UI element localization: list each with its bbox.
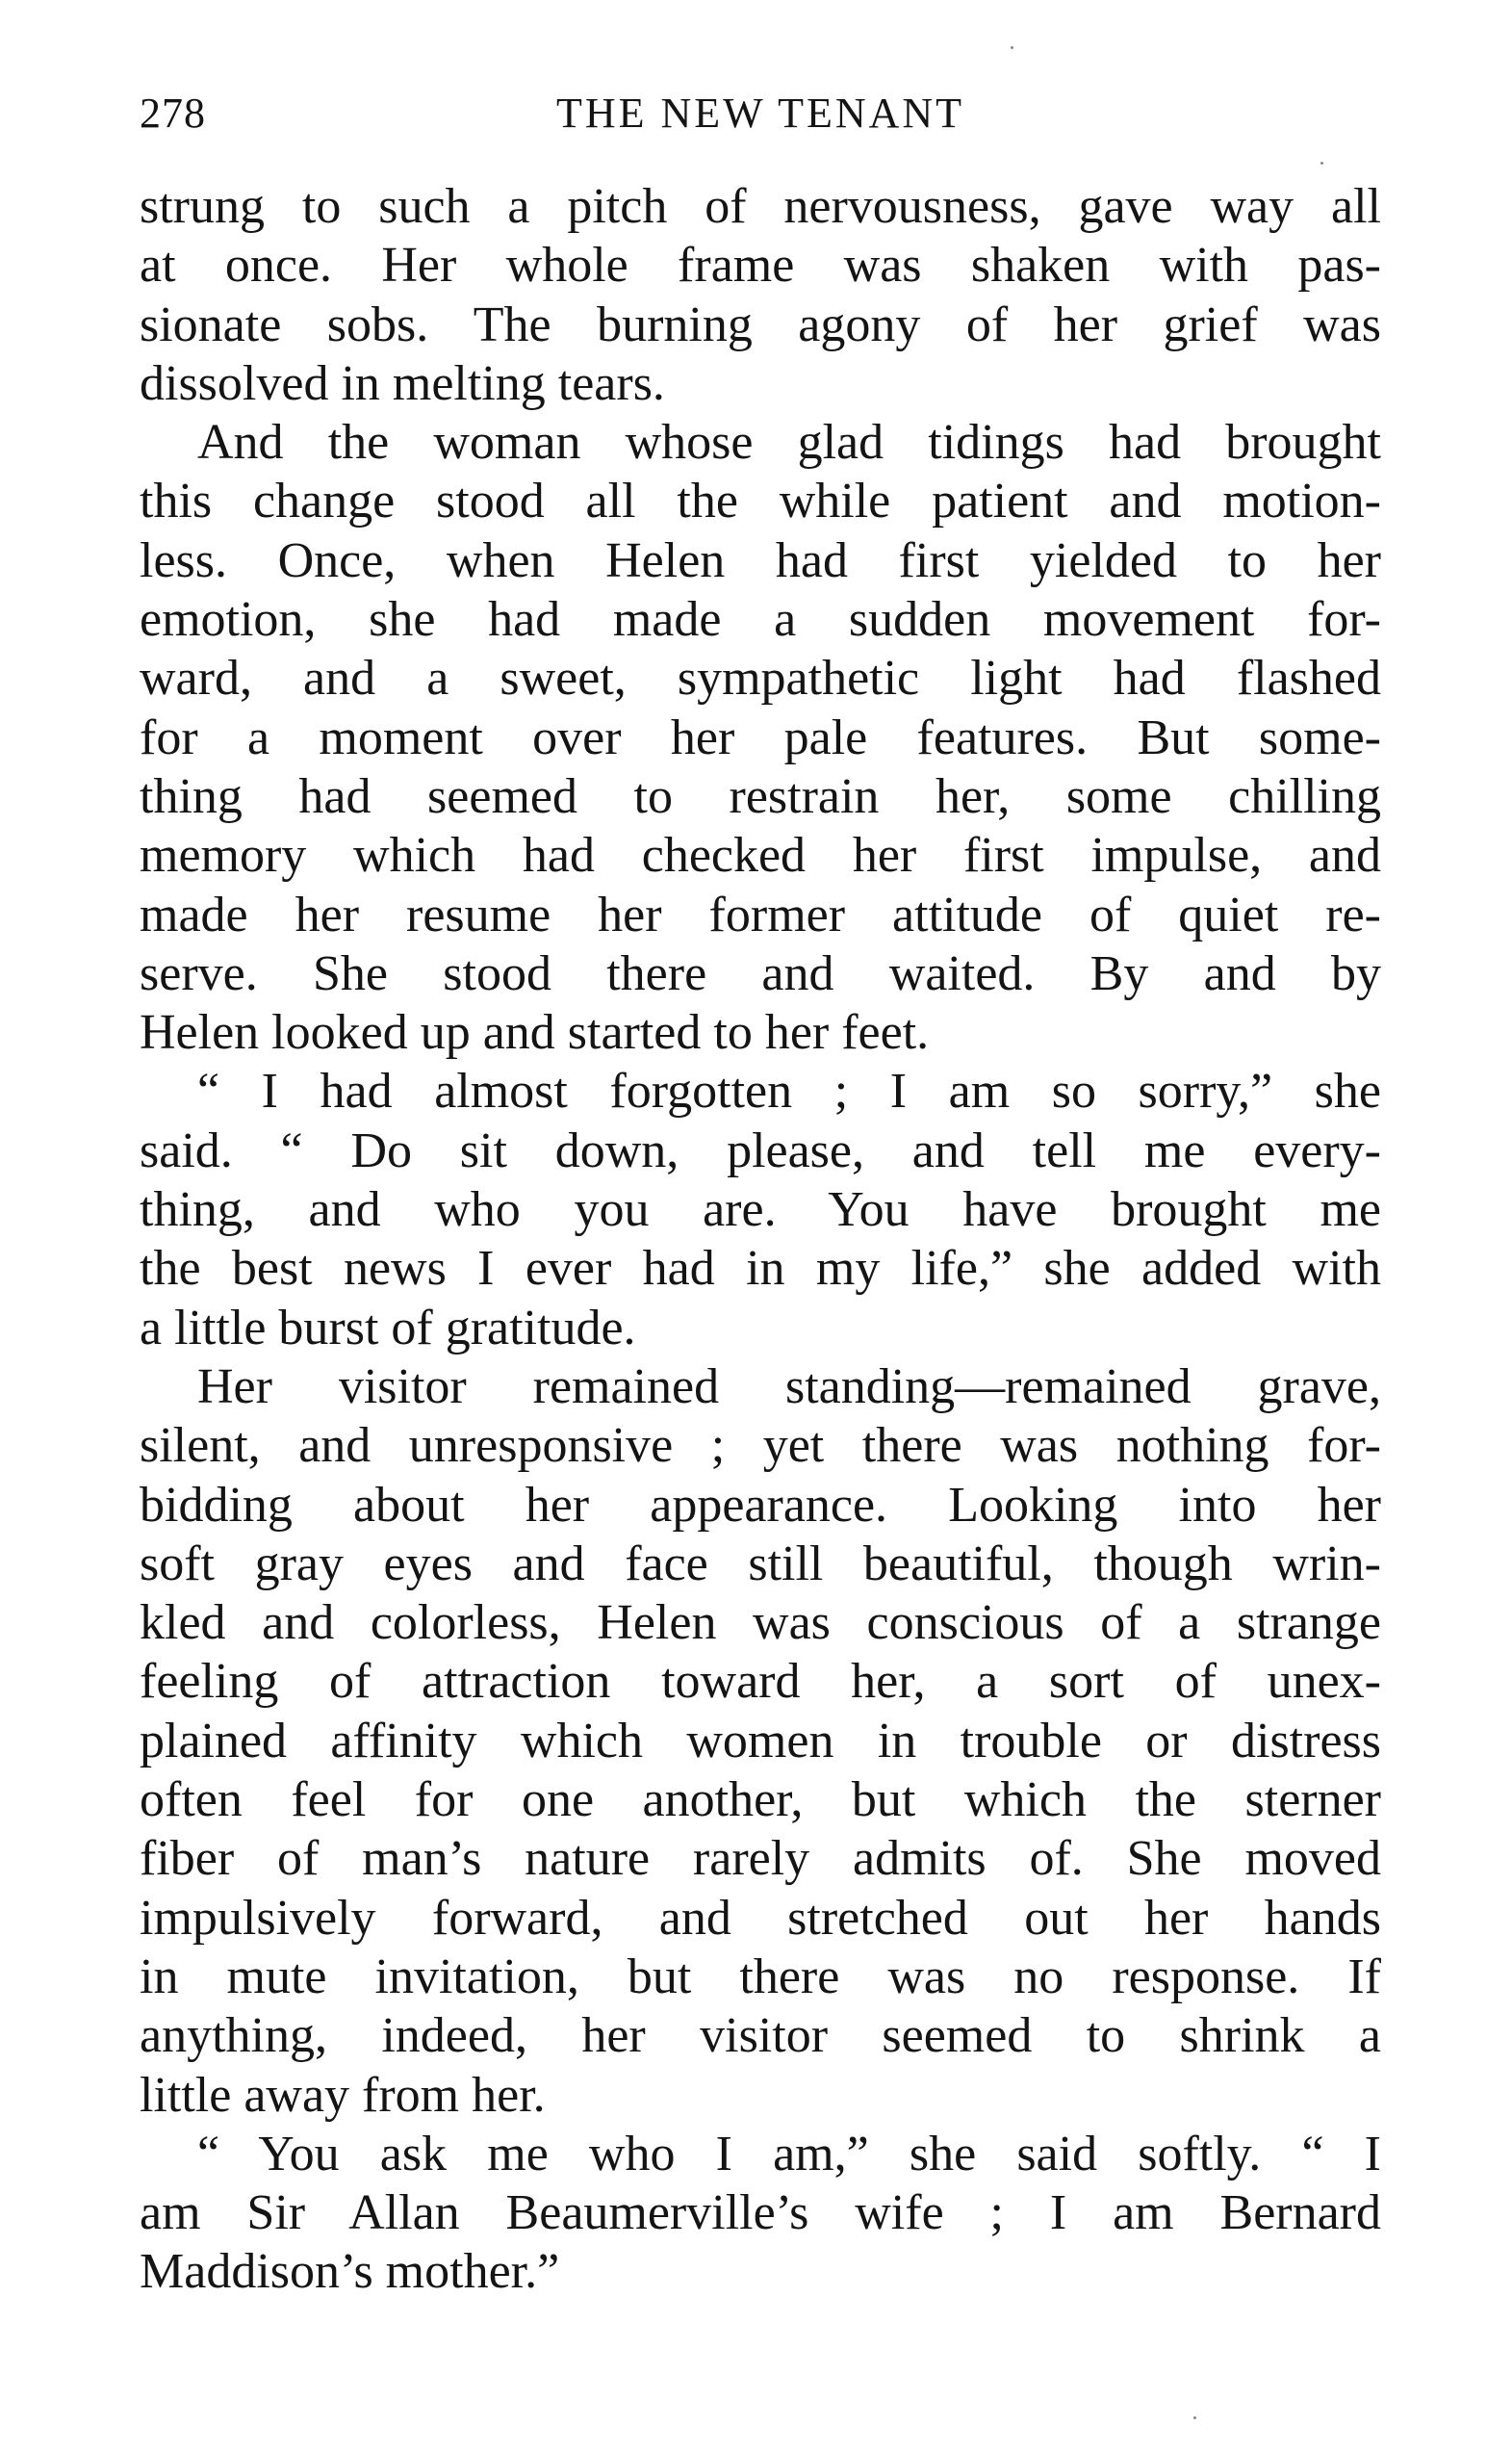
paper-speck xyxy=(1193,2416,1196,2419)
text-line: memory which had checked her first impulse, and xyxy=(140,828,1381,884)
text-line: plained affinity which women in trouble or distress xyxy=(140,1713,1381,1768)
body-text xyxy=(140,177,1381,2302)
text-line: for a moment over her pale features. But some- xyxy=(140,710,1381,765)
text-line: fiber of man’s nature rarely admits of. She moved xyxy=(140,1831,1381,1887)
text-line: “ I had almost forgotten ; I am so sorry,” she xyxy=(197,1064,1381,1120)
text-line: “ You ask me who I am,” she said softly. “ I xyxy=(197,2126,1381,2181)
text-line: emotion, she had made a sudden movement for- xyxy=(140,592,1381,648)
text-line: less. Once, when Helen had first yielded to her xyxy=(140,532,1381,588)
text-line: said. “ Do sit down, please, and tell me every- xyxy=(140,1123,1381,1178)
text-line: Maddison’s mother.” xyxy=(140,2244,560,2300)
text-line: feeling of attraction toward her, a sort of unex- xyxy=(140,1654,1381,1710)
page-number: 278 xyxy=(140,90,206,137)
text-line: Her visitor remained standing—remained grave, xyxy=(197,1358,1381,1414)
text-line: a little burst of gratitude. xyxy=(140,1300,636,1355)
text-line: soft gray eyes and face still beautiful, though wrin- xyxy=(140,1536,1381,1591)
paper-speck xyxy=(1320,162,1323,165)
text-line: Helen looked up and started to her feet. xyxy=(140,1005,930,1061)
text-line: at once. Her whole frame was shaken with pas- xyxy=(140,238,1381,294)
text-line: am Sir Allan Beaumerville’s wife ; I am Bernard xyxy=(140,2185,1381,2241)
text-line: dissolved in melting tears. xyxy=(140,355,665,411)
text-line: strung to such a pitch of nervousness, gave way all xyxy=(140,179,1381,234)
text-line: And the woman whose glad tidings had brought xyxy=(197,415,1381,471)
text-line: in mute invitation, but there was no response. If xyxy=(140,1949,1381,2004)
text-line: impulsively forward, and stretched out her hands xyxy=(140,1890,1381,1946)
page-header xyxy=(140,89,1381,146)
text-line: made her resume her former attitude of quiet re- xyxy=(140,887,1381,942)
text-line: silent, and unresponsive ; yet there was nothing for- xyxy=(140,1418,1381,1474)
paper-speck xyxy=(1011,46,1013,49)
text-line: sionate sobs. The burning agony of her grief was xyxy=(140,297,1381,352)
text-line: ward, and a sweet, sympathetic light had flashed xyxy=(140,651,1381,707)
text-line: this change stood all the while patient and motion- xyxy=(140,474,1381,529)
text-line: thing had seemed to restrain her, some chilling xyxy=(140,768,1381,824)
text-line: thing, and who you are. You have brought me xyxy=(140,1182,1381,1238)
text-line: serve. She stood there and waited. By and by xyxy=(140,945,1381,1001)
running-title: THE NEW TENANT xyxy=(555,90,965,137)
text-line: anything, indeed, her visitor seemed to shrink a xyxy=(140,2008,1381,2064)
text-line: little away from her. xyxy=(140,2067,546,2123)
text-line: kled and colorless, Helen was conscious of a strange xyxy=(140,1595,1381,1651)
text-line: often feel for one another, but which the sterner xyxy=(140,1772,1381,1828)
text-line: the best news I ever had in my life,” she added with xyxy=(140,1241,1381,1297)
text-line: bidding about her appearance. Looking into her xyxy=(140,1477,1381,1533)
